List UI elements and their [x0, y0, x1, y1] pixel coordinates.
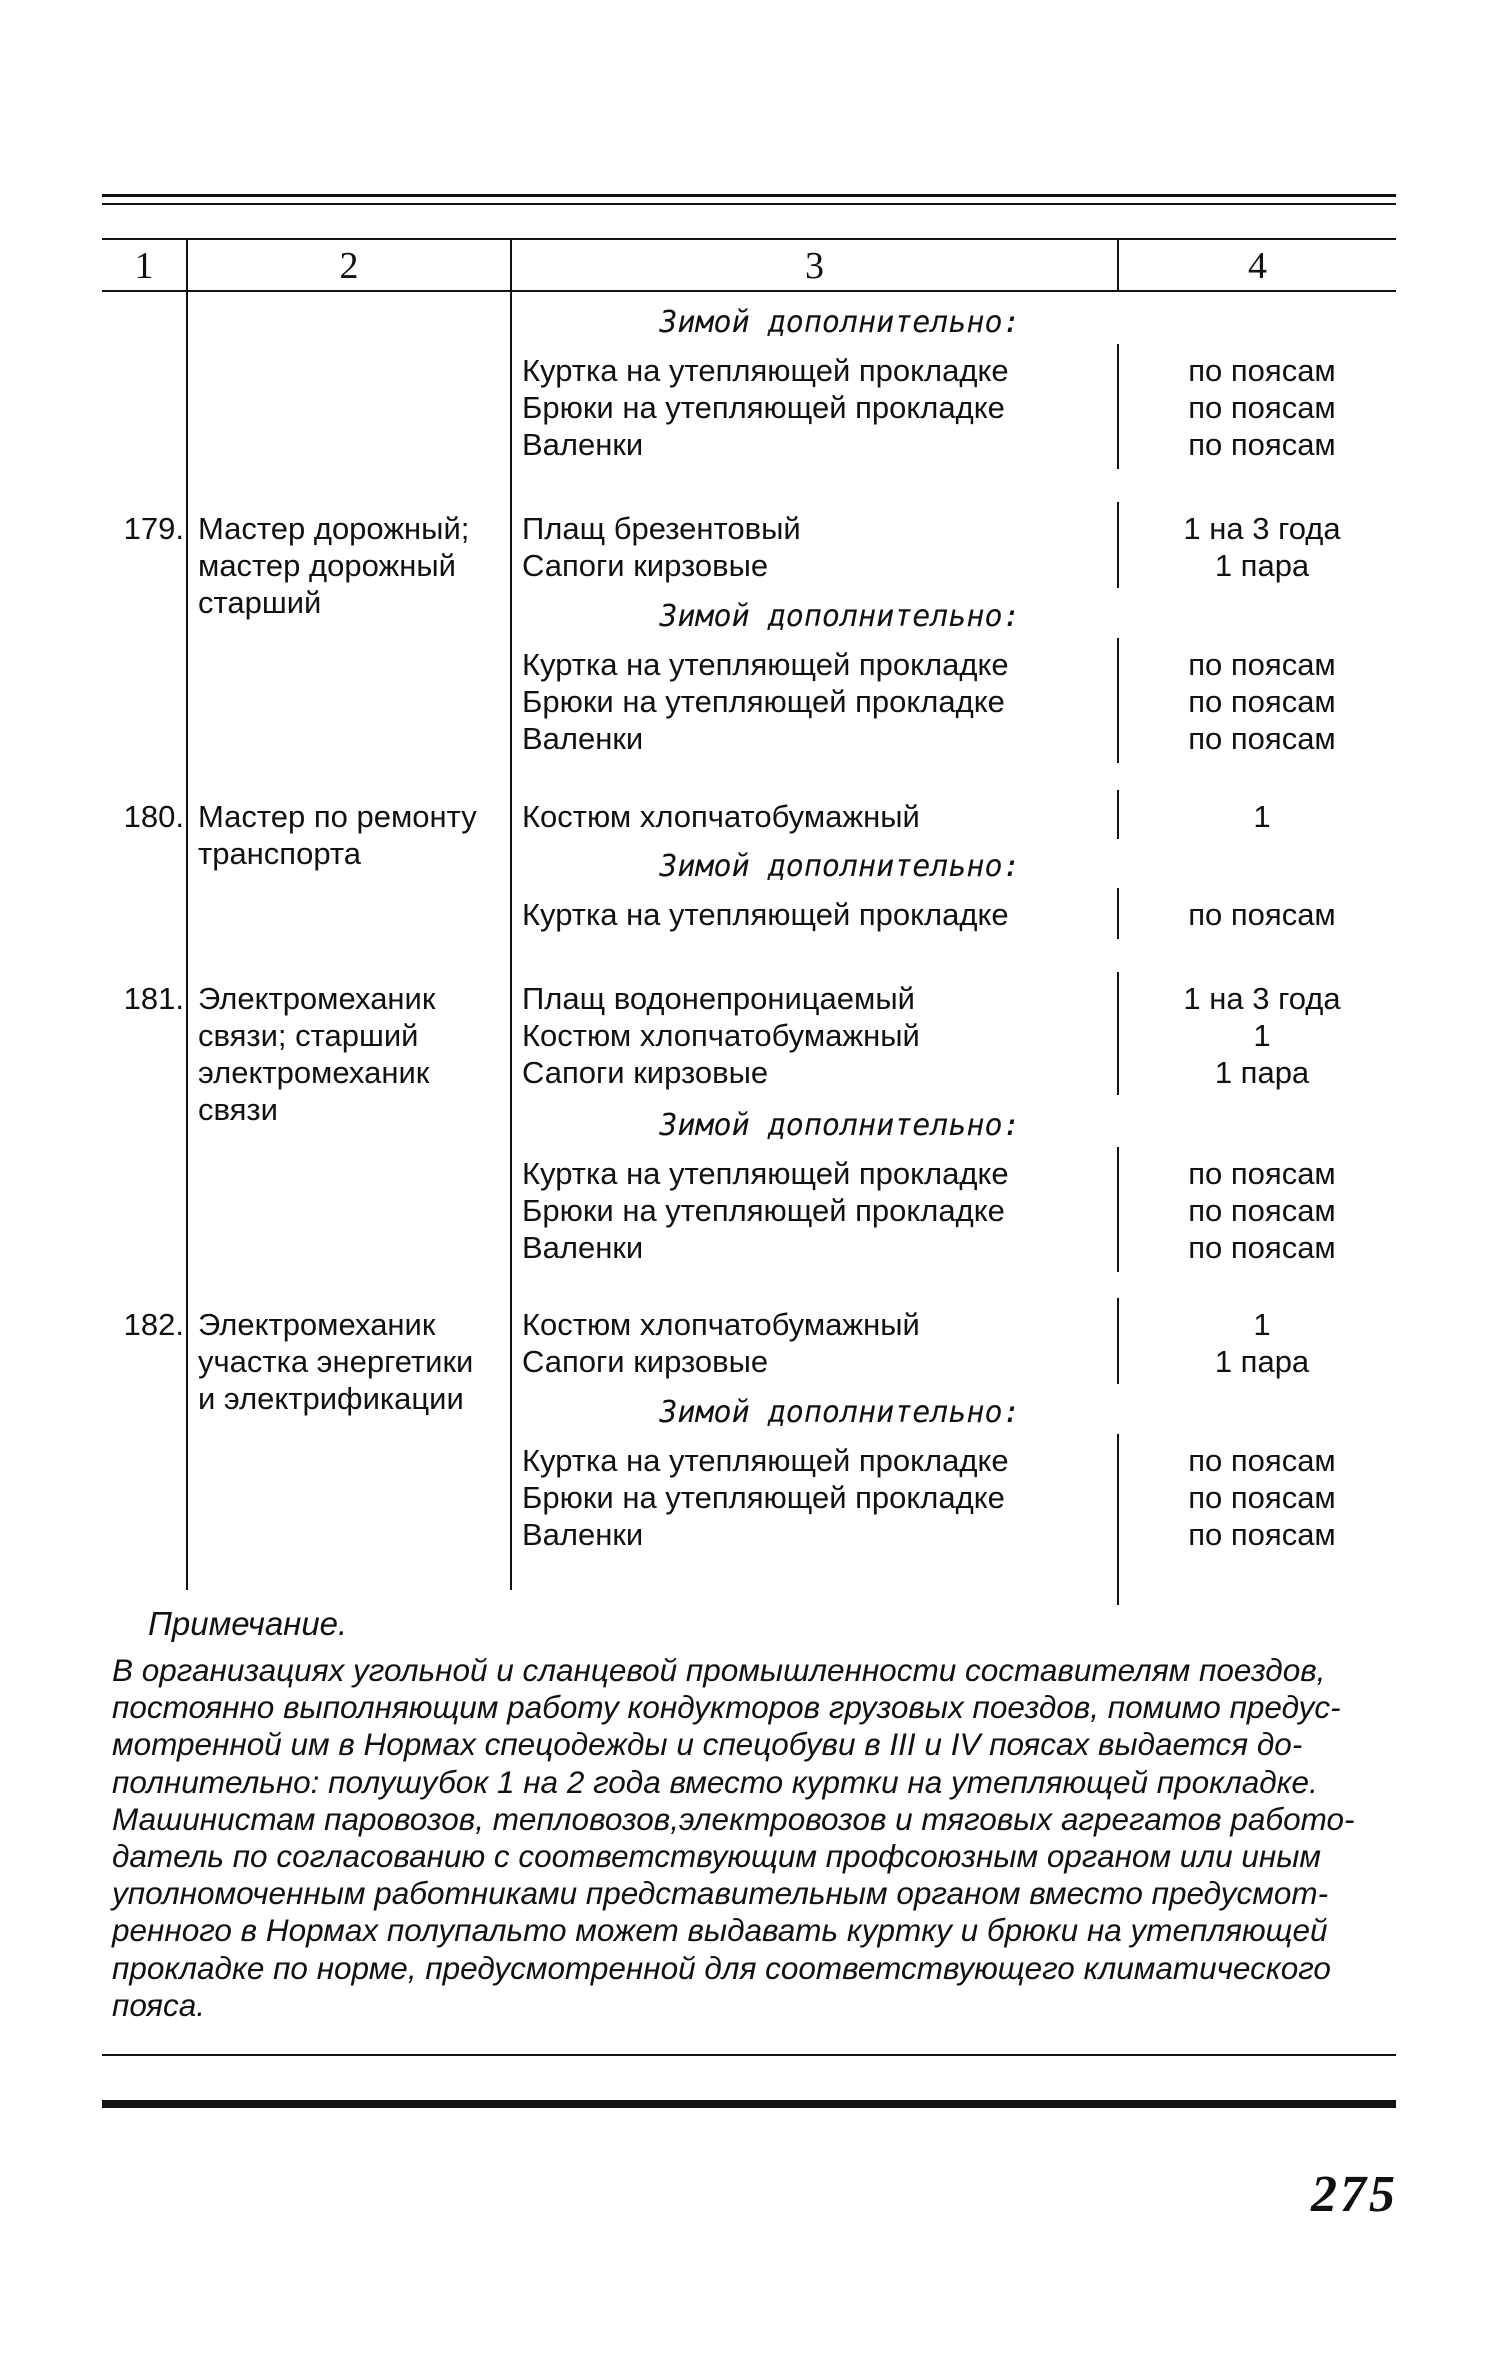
page-number: 275: [1311, 2166, 1398, 2223]
item-norm: 1 пара: [1214, 1344, 1310, 1379]
winter-item-norm: по поясам: [1188, 390, 1336, 425]
item-norm: 1 на 3 года: [1183, 511, 1341, 546]
note-line: полнительно: полушубок 1 на 2 года вместо куртки на утепляющей прокладке.: [112, 1763, 1318, 1800]
item-name: Плащ водонепроницаемый: [522, 981, 915, 1016]
top-rule-2: [102, 203, 1396, 205]
winter-item-name: Валенки: [522, 1230, 644, 1265]
col-separator-3: [1117, 344, 1119, 469]
header-col-3: 3: [805, 245, 824, 287]
note-line: постоянно выполняющим работу кондукторов грузовых поездов, помимо предус-: [112, 1689, 1341, 1726]
header-top-rule: [102, 238, 1396, 240]
item-name: Сапоги кирзовые: [522, 1344, 769, 1379]
winter-item-norm: по поясам: [1188, 721, 1336, 756]
winter-item-norm: по поясам: [1188, 1517, 1336, 1552]
item-norm: 1 на 3 года: [1183, 981, 1341, 1016]
winter-item-norm: по поясам: [1188, 1480, 1336, 1515]
col-separator-3: [1117, 972, 1119, 1095]
winter-item-name: Куртка на утепляющей прокладке: [522, 1156, 1009, 1191]
header-bottom-rule: [102, 290, 1396, 292]
item-name: Сапоги кирзовые: [522, 1055, 769, 1090]
position-line: мастер дорожный: [198, 548, 456, 583]
position-line: старший: [198, 585, 322, 620]
winter-item-norm: по поясам: [1188, 1443, 1336, 1478]
item-norm: 1: [1253, 1307, 1271, 1342]
item-norm: 1: [1253, 1018, 1271, 1053]
winter-item-norm: по поясам: [1188, 353, 1336, 388]
note-text: [112, 1652, 1402, 2024]
winter-label: Зимой дополнительно:: [659, 599, 1021, 634]
winter-label: Зимой дополнительно:: [659, 1108, 1021, 1143]
col-separator-3: [1117, 1147, 1119, 1272]
position-line: и электрификации: [198, 1381, 464, 1416]
bottom-rule-thin: [102, 2054, 1396, 2056]
note-line: В организациях угольной и сланцевой промышленности составителям поездов,: [112, 1652, 1326, 1688]
row-number: 181.: [123, 981, 184, 1016]
position-line: электромеханик: [198, 1055, 430, 1090]
note-line: ренного в Нормах полупальто может выдавать куртку и брюки на утепляющей: [112, 1912, 1328, 1949]
col-separator-3: [1117, 1434, 1119, 1605]
winter-item-name: Валенки: [522, 1517, 644, 1552]
item-name: Костюм хлопчатобумажный: [522, 1307, 920, 1342]
winter-item-norm: по поясам: [1188, 1193, 1336, 1228]
position-line: связи; старший: [198, 1018, 419, 1053]
note-line: Машинистам паровозов, тепловозов,электровозов и тяговых агрегатов работо-: [112, 1800, 1355, 1837]
winter-item-name: Куртка на утепляющей прокладке: [522, 353, 1009, 388]
col-separator-3: [1117, 888, 1119, 939]
col-separator-1: [186, 238, 188, 1590]
item-norm: 1: [1253, 799, 1271, 834]
winter-item-name: Куртка на утепляющей прокладке: [522, 897, 1009, 932]
winter-item-norm: по поясам: [1188, 647, 1336, 682]
note-line: мотренной им в Нормах спецодежды и спецобуви в III и IV поясах выдается до-: [112, 1726, 1303, 1763]
note-line: уполномоченным работниками представительным органом вместо предусмот-: [112, 1875, 1329, 1912]
row-number: 179.: [123, 511, 184, 546]
item-name: Костюм хлопчатобумажный: [522, 1018, 920, 1053]
winter-label: Зимой дополнительно:: [659, 1395, 1021, 1430]
note-line: прокладке по норме, предусмотренной для соответствующего климатического: [112, 1949, 1331, 1986]
winter-item-name: Куртка на утепляющей прокладке: [522, 647, 1009, 682]
winter-item-name: Брюки на утепляющей прокладке: [522, 390, 1005, 425]
position-line: Мастер дорожный;: [198, 511, 470, 546]
col-separator-3: [1117, 790, 1119, 839]
winter-item-norm: по поясам: [1188, 1230, 1336, 1265]
winter-item-norm: по поясам: [1188, 427, 1336, 462]
note-title: Примечание.: [148, 1605, 348, 1642]
position-line: транспорта: [198, 836, 361, 871]
item-norm: 1 пара: [1214, 548, 1310, 583]
header-col-1: 1: [134, 245, 154, 287]
row-number: 182.: [123, 1307, 184, 1342]
item-name: Сапоги кирзовые: [522, 548, 769, 583]
winter-item-name: Брюки на утепляющей прокладке: [522, 684, 1005, 719]
item-norm: 1 пара: [1214, 1055, 1310, 1090]
winter-label: Зимой дополнительно:: [659, 849, 1021, 884]
item-name: Плащ брезентовый: [522, 511, 801, 546]
winter-item-name: Брюки на утепляющей прокладке: [522, 1480, 1005, 1515]
position-line: Мастер по ремонту: [198, 799, 477, 834]
winter-item-name: Валенки: [522, 721, 644, 756]
item-name: Костюм хлопчатобумажный: [522, 799, 920, 834]
winter-item-norm: по поясам: [1188, 897, 1336, 932]
header-col-2: 2: [339, 245, 359, 287]
col-separator-3: [1117, 502, 1119, 588]
note-line: пояса.: [112, 1986, 206, 2023]
winter-item-norm: по поясам: [1188, 684, 1336, 719]
row-number: 180.: [123, 799, 184, 834]
bottom-rule-thick: [102, 2100, 1396, 2108]
position-line: связи: [198, 1092, 278, 1127]
winter-item-name: Валенки: [522, 427, 644, 462]
col-separator-3: [1117, 1298, 1119, 1384]
note-line: датель по согласованию с соответствующим профсоюзным органом или иным: [112, 1838, 1321, 1875]
winter-item-name: Брюки на утепляющей прокладке: [522, 1193, 1005, 1228]
position-line: участка энергетики: [198, 1344, 474, 1379]
header-col-4: 4: [1248, 245, 1267, 287]
top-rule-1: [102, 194, 1396, 197]
winter-label: Зимой дополнительно:: [659, 305, 1021, 340]
position-line: Электромеханик: [198, 1307, 436, 1342]
winter-item-name: Куртка на утепляющей прокладке: [522, 1443, 1009, 1478]
winter-item-norm: по поясам: [1188, 1156, 1336, 1191]
col-separator-3: [1117, 638, 1119, 763]
col-separator-2: [510, 238, 512, 1590]
position-line: Электромеханик: [198, 981, 436, 1016]
